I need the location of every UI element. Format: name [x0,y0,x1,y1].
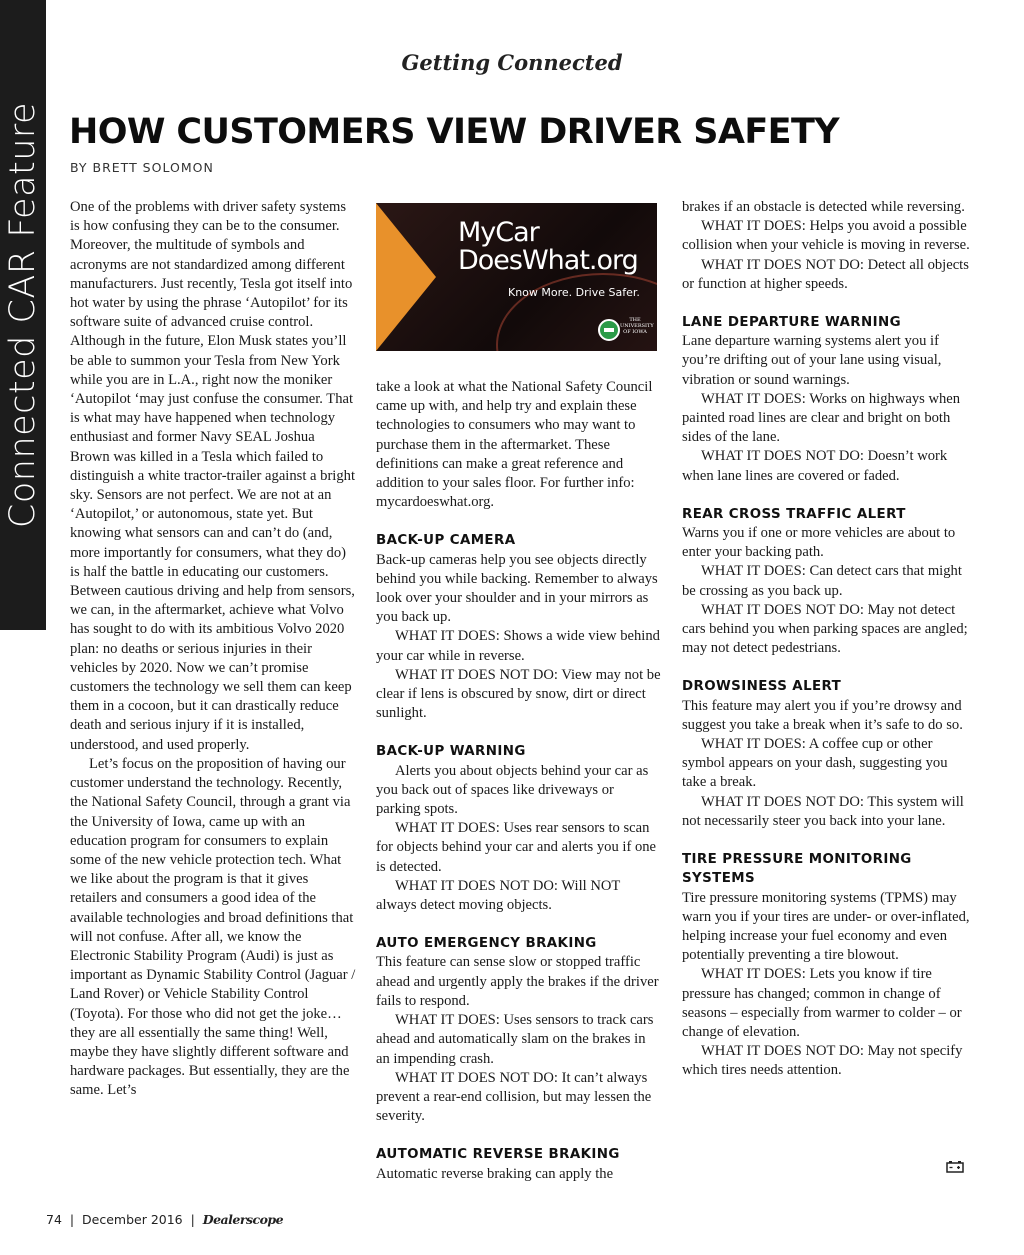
section-intro: Back-up cameras help you see objects directly behind you while backing. Remember to always look over your shoulder and in your mirrors as you back up. [376,551,658,626]
what-it-does: WHAT IT DOES: Shows a wide view behind your car while in reverse. [376,628,660,664]
section-heading-rear-cross-traffic: REAR CROSS TRAFFIC ALERT [682,506,906,522]
section-side-tab [0,0,46,630]
what-it-does: WHAT IT DOES: Uses rear sensors to scan for objects behind your car and alerts you if one is detected. [376,820,657,875]
section-intro: Lane departure warning systems alert you if you’re drifting out of your lane using visual, vibration or sound warnings. [682,333,942,388]
mycardoeswhat-banner-image [376,203,657,351]
section-kicker: Getting Connected [401,50,623,75]
issue-date: December 2016 [82,1212,183,1227]
banner-logo-line1: MyCar [458,217,539,248]
banner-logo-line2: DoesWhat.org [458,245,638,276]
section-heading-auto-emergency-braking: AUTO EMERGENCY BRAKING [376,936,597,952]
what-it-does: WHAT IT DOES: Can detect cars that might be crossing as you back up. [682,563,962,599]
orange-chevron-shape [376,203,436,351]
body-paragraph: take a look at what the National Safety Council came up with, and help try and explain these technologies to consumers who may want to purchase them in the aftermarket. These definitions can make a great reference and addition to your sales floor. For further info: mycardoeswhat.org. [376,379,653,511]
publication-logo: Dealerscope [202,1212,284,1227]
battery-icon [946,1160,964,1173]
section-heading-drowsiness: DROWSINESS ALERT [682,679,842,695]
column-3 [682,198,972,1081]
what-it-does: WHAT IT DOES: Works on highways when painted road lines are clear and bright on both sides of the lane. [682,390,961,446]
what-it-does: WHAT IT DOES: Helps you avoid a possible collision when your vehicle is moving in reverse. [682,218,970,254]
what-it-does-not-do: WHAT IT DOES NOT DO: Will NOT always detect moving objects. [376,877,621,914]
column-2 [376,198,662,1184]
section-intro: Tire pressure monitoring systems (TPMS) may warn you if your tires are under- or over-inflated, helping increase your fuel economy and even potentially preventing a tire blowout. [682,889,970,964]
what-it-does: WHAT IT DOES: Lets you know if tire pressure has changed; common in change of seasons – especially from warmer to colder – or change of elevation. [682,966,962,1040]
what-it-does-not-do: WHAT IT DOES NOT DO: May not detect cars behind you when parking spaces are angled; may not detect pedestrians. [682,601,968,657]
what-it-does-not-do: WHAT IT DOES NOT DO: May not specify which tires needs attention. [682,1043,963,1079]
section-intro: Alerts you about objects behind your car as you back out of spaces like driveways or parking spots. [376,762,649,818]
what-it-does-not-do: WHAT IT DOES NOT DO: It can’t always prevent a rear-end collision, but may lessen the severity. [376,1069,652,1125]
section-heading-backup-warning: BACK-UP WARNING [376,744,526,760]
article-byline: BY BRETT SOLOMON [70,160,214,175]
page-footer [46,1212,283,1227]
page-number: 74 [46,1212,62,1227]
what-it-does: WHAT IT DOES: Uses sensors to track cars ahead and automatically slam on the brakes in an impending crash. [376,1012,654,1067]
section-heading-automatic-reverse-braking: AUTOMATIC REVERSE BRAKING [376,1147,620,1163]
what-it-does-not-do: WHAT IT DOES NOT DO: Doesn’t work when lane lines are covered or faded. [682,448,948,484]
section-heading-backup-camera: BACK-UP CAMERA [376,533,516,549]
section-intro: Warns you if one or more vehicles are about to enter your backing path. [682,525,956,561]
what-it-does-not-do: WHAT IT DOES NOT DO: Detect all objects or function at higher speeds. [682,256,969,292]
section-intro: This feature may alert you if you’re drowsy and suggest you take a break when it’s safe to do so. [682,697,963,733]
section-intro: This feature can sense slow or stopped traffic ahead and urgently apply the brakes if the driver fails to respond. [376,954,659,1009]
section-side-label: Connected CAR Feature [3,101,43,529]
university-logo: THE UNIVERSITY OF IOWA [620,317,654,335]
banner-tagline: Know More. Drive Safer. [508,286,640,299]
section-intro: Automatic reverse braking can apply the [376,1165,614,1182]
section-heading-tpms: TIRE PRESSURE MONITORING SYSTEMS [682,852,912,887]
section-heading-lane-departure: LANE DEPARTURE WARNING [682,315,901,331]
body-paragraph: Let’s focus on the proposition of having our customer understand the technology. Recently, the National Safety Council, through a grant via the University of Iowa, came up with an education program for consumers to explain some of the new vehicle protection tech. What we like about the program is that it gives retailers and consumers a good idea of the available technologies and broad definitions that will not confuse. After all, we know the Electronic Stability Program (Audi) is just as important as Dynamic Stability Control (Jaguar / Land Rover) or Vehicle Stability Control (Toyota). For those who did not get the joke…they are all essentially the same thing! Well, maybe they have slightly different software and hardware packages. But essentially, they are the same. Let’s [70,755,356,1099]
section-intro-continued: brakes if an obstacle is detected while reversing. [682,199,965,215]
what-it-does-not-do: WHAT IT DOES NOT DO: This system will not necessarily steer you back into your lane. [682,793,964,829]
column-1 [70,198,356,1101]
article-headline: HOW CUSTOMERS VIEW DRIVER SAFETY [69,112,839,152]
nsc-seal-icon [598,319,620,341]
body-paragraph: One of the problems with driver safety systems is how confusing they can be to the consumer. Moreover, the multitude of symbols and acronyms are not standardized among different manufacturers. Just recently, Tesla got itself into hot water by using the phrase ‘Autopilot’ for its software suite of advanced cruise control. Although in the future, Elon Musk states you’ll be able to summon your Tesla from New York while you are in L.A., right now the moniker ‘Autopilot ‘may just confuse the consumer. That is what may have happened when technology enthusiast and former Navy SEAL Joshua Brown was killed in a Tesla which failed to distinguish a white tractor-trailer against a bright sky. Sensors are not perfect. We are not at an ‘Autopilot,’ or autonomous, state yet. But knowing what sensors can and can’t do (and, more importantly for consumers, what they do) is half the battle in educating our customers. Between cautious driving and help from sensors, we can, in the aftermarket, achieve what Volvo has sought to do with its ambitious Volvo 2020 plan: no deaths or serious injuries in their vehicles by 2020. Now we can’t promise customers the technology we sell them can keep them in a cocoon, but it can drastically reduce death and serious injury if it is installed, understood, and used properly. [70,199,356,753]
footer-separator: | [190,1212,195,1227]
footer-separator: | [69,1212,75,1227]
what-it-does: WHAT IT DOES: A coffee cup or other symbol appears on your dash, suggesting you take a break. [682,736,948,791]
what-it-does-not-do: WHAT IT DOES NOT DO: View may not be clear if lens is obscured by snow, dirt or direct sunlight. [376,666,661,722]
